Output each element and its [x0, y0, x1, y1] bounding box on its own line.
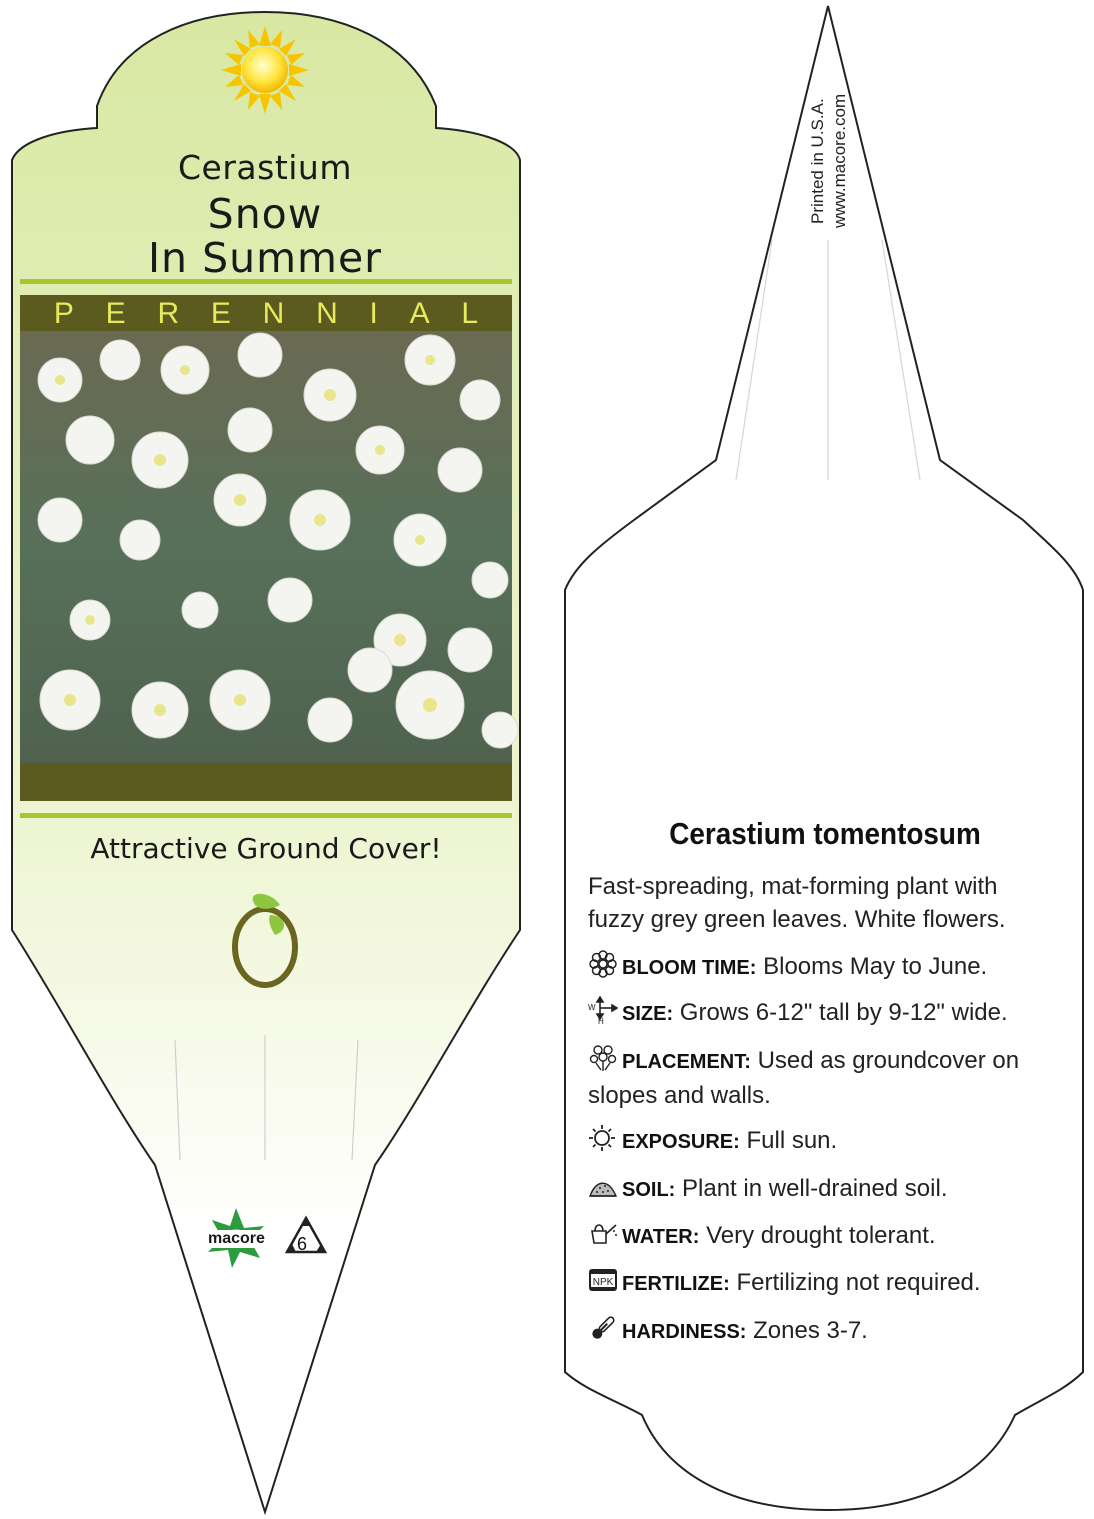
care-label: FERTILIZE: — [622, 1273, 730, 1295]
category-letter: P — [53, 297, 74, 330]
cultivar-title-line2: In Summer — [147, 234, 383, 282]
brand-name: macore — [208, 1230, 265, 1247]
care-text: Plant in well-drained soil. — [682, 1175, 948, 1202]
care-row-hardiness — [588, 1314, 1058, 1349]
size-arrows-icon — [588, 996, 622, 1022]
species-name: Cerastium tomentosum — [669, 816, 981, 851]
care-label: SIZE: — [622, 1003, 674, 1025]
cultivar-title-line1: Snow — [207, 190, 323, 238]
category-band — [20, 295, 512, 331]
care-text: Very drought tolerant. — [706, 1222, 936, 1249]
care-row-water — [588, 1219, 1058, 1254]
plant-cluster-icon — [588, 1044, 622, 1070]
care-row-exposure — [588, 1124, 1058, 1159]
care-text: Fertilizing not required. — [736, 1269, 981, 1296]
category-letter: E — [105, 297, 126, 330]
care-row-placement — [588, 1044, 1058, 1112]
care-label: BLOOM TIME: — [622, 957, 757, 979]
flower-icon — [588, 950, 622, 976]
care-label: WATER: — [622, 1226, 700, 1248]
npk-icon — [588, 1266, 622, 1292]
care-row-soil — [588, 1172, 1058, 1207]
thermometer-icon — [588, 1314, 622, 1340]
tagline: Attractive Ground Cover! — [90, 832, 442, 865]
sun-icon — [221, 26, 309, 114]
care-label: SOIL: — [622, 1179, 676, 1201]
genus-title: Cerastium — [178, 148, 352, 187]
category-letter: E — [210, 297, 231, 330]
care-row-fertilize — [588, 1266, 1058, 1301]
care-text: Full sun. — [746, 1127, 838, 1154]
category-letter: A — [409, 297, 430, 330]
care-text: Used as groundcover on slopes and walls. — [588, 1047, 1020, 1109]
website-text: www.macore.com — [830, 93, 849, 228]
care-text: Zones 3-7. — [753, 1317, 868, 1344]
watering-can-icon — [588, 1219, 622, 1245]
care-text: Blooms May to June. — [763, 953, 988, 980]
care-text: Grows 6-12" tall by 9-12" wide. — [679, 999, 1008, 1026]
recycle-code: 6 — [297, 1234, 308, 1254]
category-letter: N — [316, 297, 338, 330]
printed-in-text: Printed in U.S.A. — [808, 98, 827, 224]
care-label: EXPOSURE: — [622, 1131, 740, 1153]
care-label: PLACEMENT: — [622, 1051, 751, 1073]
care-row-size — [588, 996, 1058, 1031]
size-icon-h: H — [598, 1017, 604, 1024]
category-letter: N — [262, 297, 285, 330]
npk-icon-text: NPK — [592, 1277, 614, 1288]
soil-pile-icon — [588, 1172, 622, 1198]
flower-photo — [20, 331, 518, 763]
sun-outline-icon — [588, 1124, 622, 1150]
care-row-bloom-time — [588, 950, 1058, 985]
category-letter: L — [461, 297, 479, 330]
care-label: HARDINESS: — [622, 1321, 747, 1343]
category-letter: I — [369, 297, 378, 330]
category-letter: R — [157, 297, 180, 330]
size-icon-w: W — [588, 1003, 596, 1012]
description: Fast-spreading, mat-forming plant with fuzzy grey green leaves. White flowers. — [588, 873, 1006, 933]
